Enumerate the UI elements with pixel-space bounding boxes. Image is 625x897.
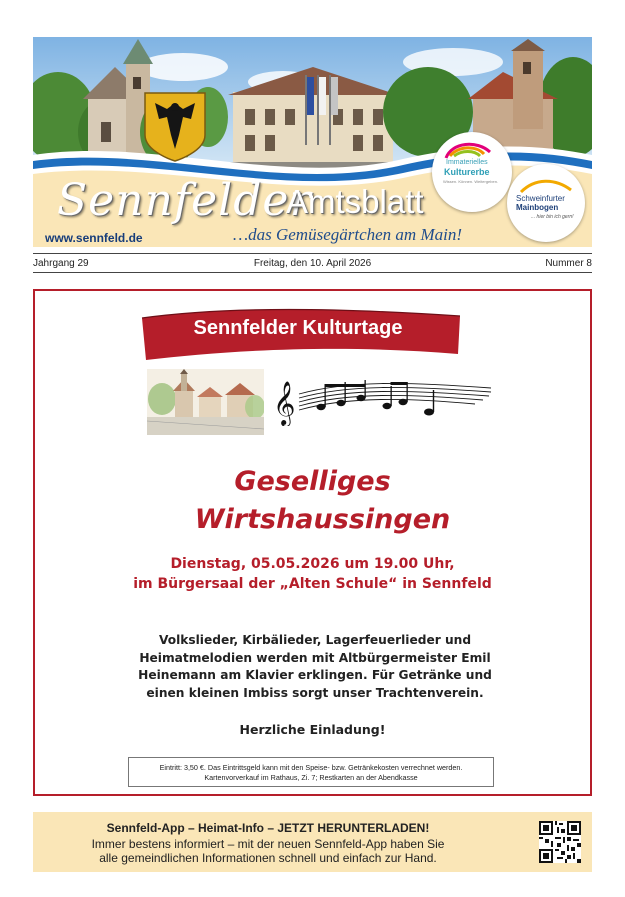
mainbogen-line3: ... hier bin ich gern! bbox=[531, 214, 574, 220]
masthead-title-script: Sennfelder bbox=[57, 175, 312, 226]
event-fee-line1: Eintritt: 3,50 €. Das Eintrittsgeld kann mit den Speise- bzw. Getränkekosten verrechnet werden. bbox=[159, 763, 463, 772]
mainbogen-badge bbox=[507, 164, 585, 242]
event-description-line: Heimatmelodien werden mit Altbürgermeister Emil bbox=[139, 650, 491, 665]
event-headline-line2: Wirtshaussingen bbox=[194, 504, 451, 535]
masthead bbox=[33, 37, 592, 247]
issue-number: Nummer 8 bbox=[545, 258, 592, 269]
masthead-title-amtsblatt: Amtsblatt bbox=[286, 183, 424, 220]
mainbogen-line2: Mainbogen bbox=[516, 203, 559, 212]
mainbogen-line1: Schweinfurter bbox=[516, 194, 565, 203]
event-banner-title: Sennfelder Kulturtage bbox=[193, 317, 403, 339]
event-headline-line1: Geselliges bbox=[234, 466, 391, 497]
event-description-line: einen kleinen Imbiss sorgt unser Trachtenverein. bbox=[146, 685, 484, 700]
qr-code-icon[interactable] bbox=[539, 821, 581, 863]
coat-of-arms-icon bbox=[145, 93, 205, 161]
masthead-slogan: …das Gemüsegärtchen am Main! bbox=[233, 225, 462, 244]
svg-text:𝄞: 𝄞 bbox=[273, 381, 296, 425]
event-invitation: Herzliche Einladung! bbox=[239, 722, 386, 737]
kulturerbe-badge bbox=[432, 132, 512, 212]
website-link[interactable]: www.sennfeld.de bbox=[45, 231, 143, 245]
village-sketch-image bbox=[147, 369, 264, 435]
app-banner-text-line1: Immer bestens informiert – mit der neuen Sennfeld-App haben Sie bbox=[91, 837, 445, 851]
issue-date: Freitag, den 10. April 2026 bbox=[253, 258, 372, 269]
issue-info-bar bbox=[33, 253, 592, 273]
event-description-line: Volkslieder, Kirbälieder, Lagerfeuerlieder und bbox=[158, 633, 472, 647]
app-download-banner bbox=[33, 812, 592, 872]
event-fee-info bbox=[128, 757, 494, 787]
event-date: Dienstag, 05.05.2026 um 19.00 Uhr, bbox=[170, 556, 455, 572]
event-description bbox=[95, 632, 535, 702]
event-fee-line2: Kartenvorverkauf im Rathaus, Zi. 7; Restkarten an der Abendkasse bbox=[204, 773, 418, 782]
event-venue: im Bürgersaal der „Alten Schule“ in Sennfeld bbox=[133, 576, 492, 592]
kulturerbe-line1: Immaterielles bbox=[446, 159, 488, 166]
kulturerbe-line2: Kulturerbe bbox=[444, 167, 490, 177]
app-banner-text-line2: alle gemeindlichen Informationen schnell und einfach zur Hand. bbox=[99, 851, 437, 865]
kulturerbe-line3: Wissen. Können. Weitergeben. bbox=[443, 179, 499, 184]
event-announcement bbox=[33, 289, 592, 796]
event-description-line: Heinemann am Klavier erklingen. Für Getränke und bbox=[138, 668, 492, 682]
issue-volume: Jahrgang 29 bbox=[33, 258, 89, 269]
app-banner-headline: Sennfeld-App – Heimat-Info – JETZT HERUNTERLADEN! bbox=[106, 821, 430, 835]
music-notes-icon bbox=[269, 376, 493, 426]
